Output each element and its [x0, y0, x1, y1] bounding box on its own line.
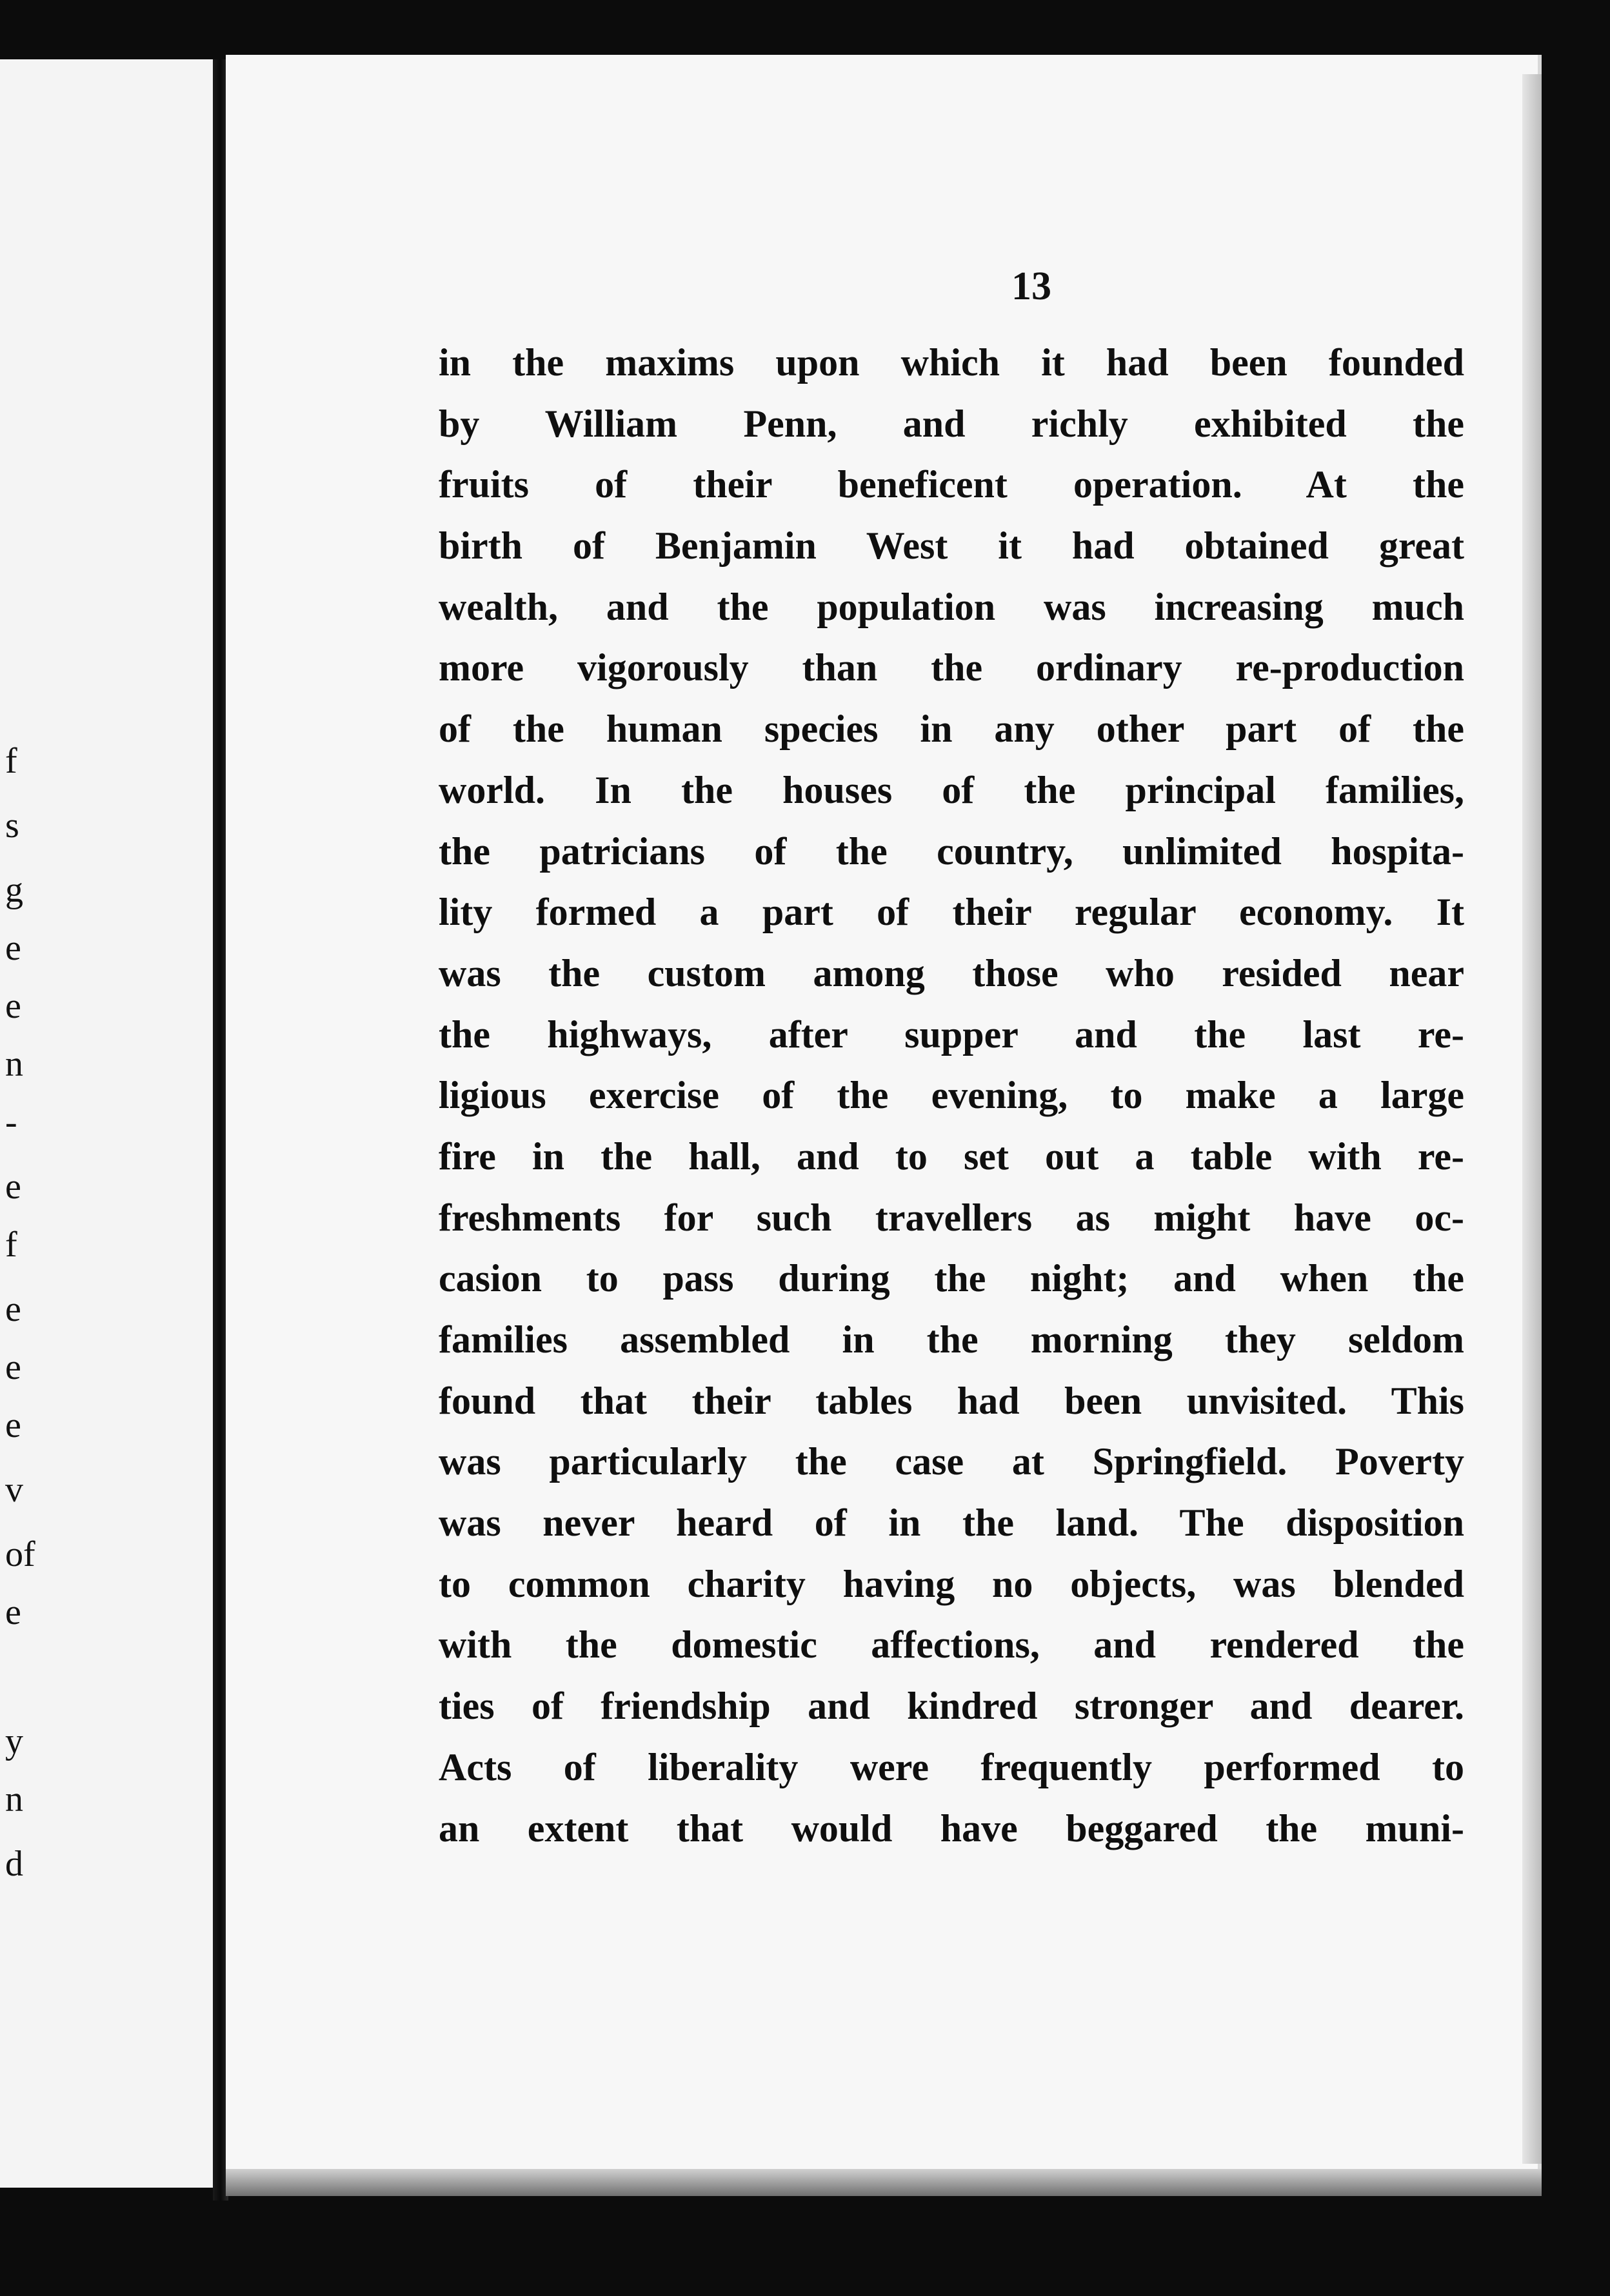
text-line: in the maxims upon which it had been founded — [439, 341, 1464, 384]
left-margin-char: s — [5, 806, 19, 846]
left-margin-char: d — [5, 1844, 23, 1884]
text-line: ligious exercise of the evening, to make a large — [439, 1074, 1464, 1117]
left-margin-char: y — [5, 1721, 23, 1761]
main-page — [226, 55, 1542, 2196]
text-line: the highways, after supper and the last re- — [439, 1013, 1464, 1056]
text-line: of the human species in any other part of the — [439, 708, 1464, 751]
text-line: found that their tables had been unvisited. This — [439, 1379, 1464, 1422]
text-line: fire in the hall, and to set out a table with re- — [439, 1134, 1464, 1178]
text-line: wealth, and the population was increasing much — [439, 585, 1464, 628]
text-line: families assembled in the morning they seldom — [439, 1318, 1464, 1361]
text-line: more vigorously than the ordinary re-production — [439, 646, 1464, 689]
text-line: birth of Benjamin West it had obtained great — [439, 524, 1464, 568]
left-margin-char: e — [5, 1592, 21, 1632]
text-line: Acts of liberality were frequently performed to — [439, 1745, 1464, 1788]
left-margin-char: f — [5, 1225, 17, 1265]
text-line: lity formed a part of their regular economy. It — [439, 891, 1464, 934]
left-margin-char: f — [5, 741, 17, 781]
page-bottom-shadow — [226, 2169, 1542, 2196]
text-line: freshments for such travellers as might have oc- — [439, 1196, 1464, 1239]
text-line: the patricians of the country, unlimited hospita- — [439, 829, 1464, 873]
left-margin-char: g — [5, 870, 23, 910]
text-line: to common charity having no objects, was blended — [439, 1562, 1464, 1605]
text-line: by William Penn, and richly exhibited the — [439, 402, 1464, 445]
text-line: was particularly the case at Springfield. Poverty — [439, 1440, 1464, 1483]
left-facing-page — [0, 59, 250, 2188]
left-margin-char: e — [5, 1405, 21, 1445]
text-line: with the domestic affections, and rendered the — [439, 1623, 1464, 1667]
left-margin-char: e — [5, 1347, 21, 1387]
left-margin-char: - — [5, 1102, 17, 1142]
left-margin-char: n — [5, 1044, 23, 1084]
left-margin-char: e — [5, 928, 21, 968]
left-margin-char: of — [5, 1534, 35, 1574]
left-margin-char: n — [5, 1779, 23, 1819]
text-line: ties of friendship and kindred stronger and dearer. — [439, 1685, 1464, 1728]
left-margin-char: v — [5, 1470, 23, 1510]
text-line: fruits of their beneficent operation. At the — [439, 463, 1464, 506]
text-line: was the custom among those who resided near — [439, 951, 1464, 995]
page-edge-shadow — [1522, 74, 1542, 2164]
text-line: world. In the houses of the principal families, — [439, 768, 1464, 811]
body-text — [439, 332, 1464, 1859]
left-margin-char: e — [5, 1289, 21, 1329]
left-margin-char: e — [5, 1167, 21, 1207]
page-number: 13 — [1011, 264, 1051, 308]
text-line: casion to pass during the night; and when the — [439, 1257, 1464, 1300]
left-margin-char: e — [5, 986, 21, 1026]
text-line: was never heard of in the land. The disposition — [439, 1501, 1464, 1545]
left-page-margin-text — [0, 59, 248, 2188]
text-line: an extent that would have beggared the muni- — [439, 1806, 1464, 1850]
